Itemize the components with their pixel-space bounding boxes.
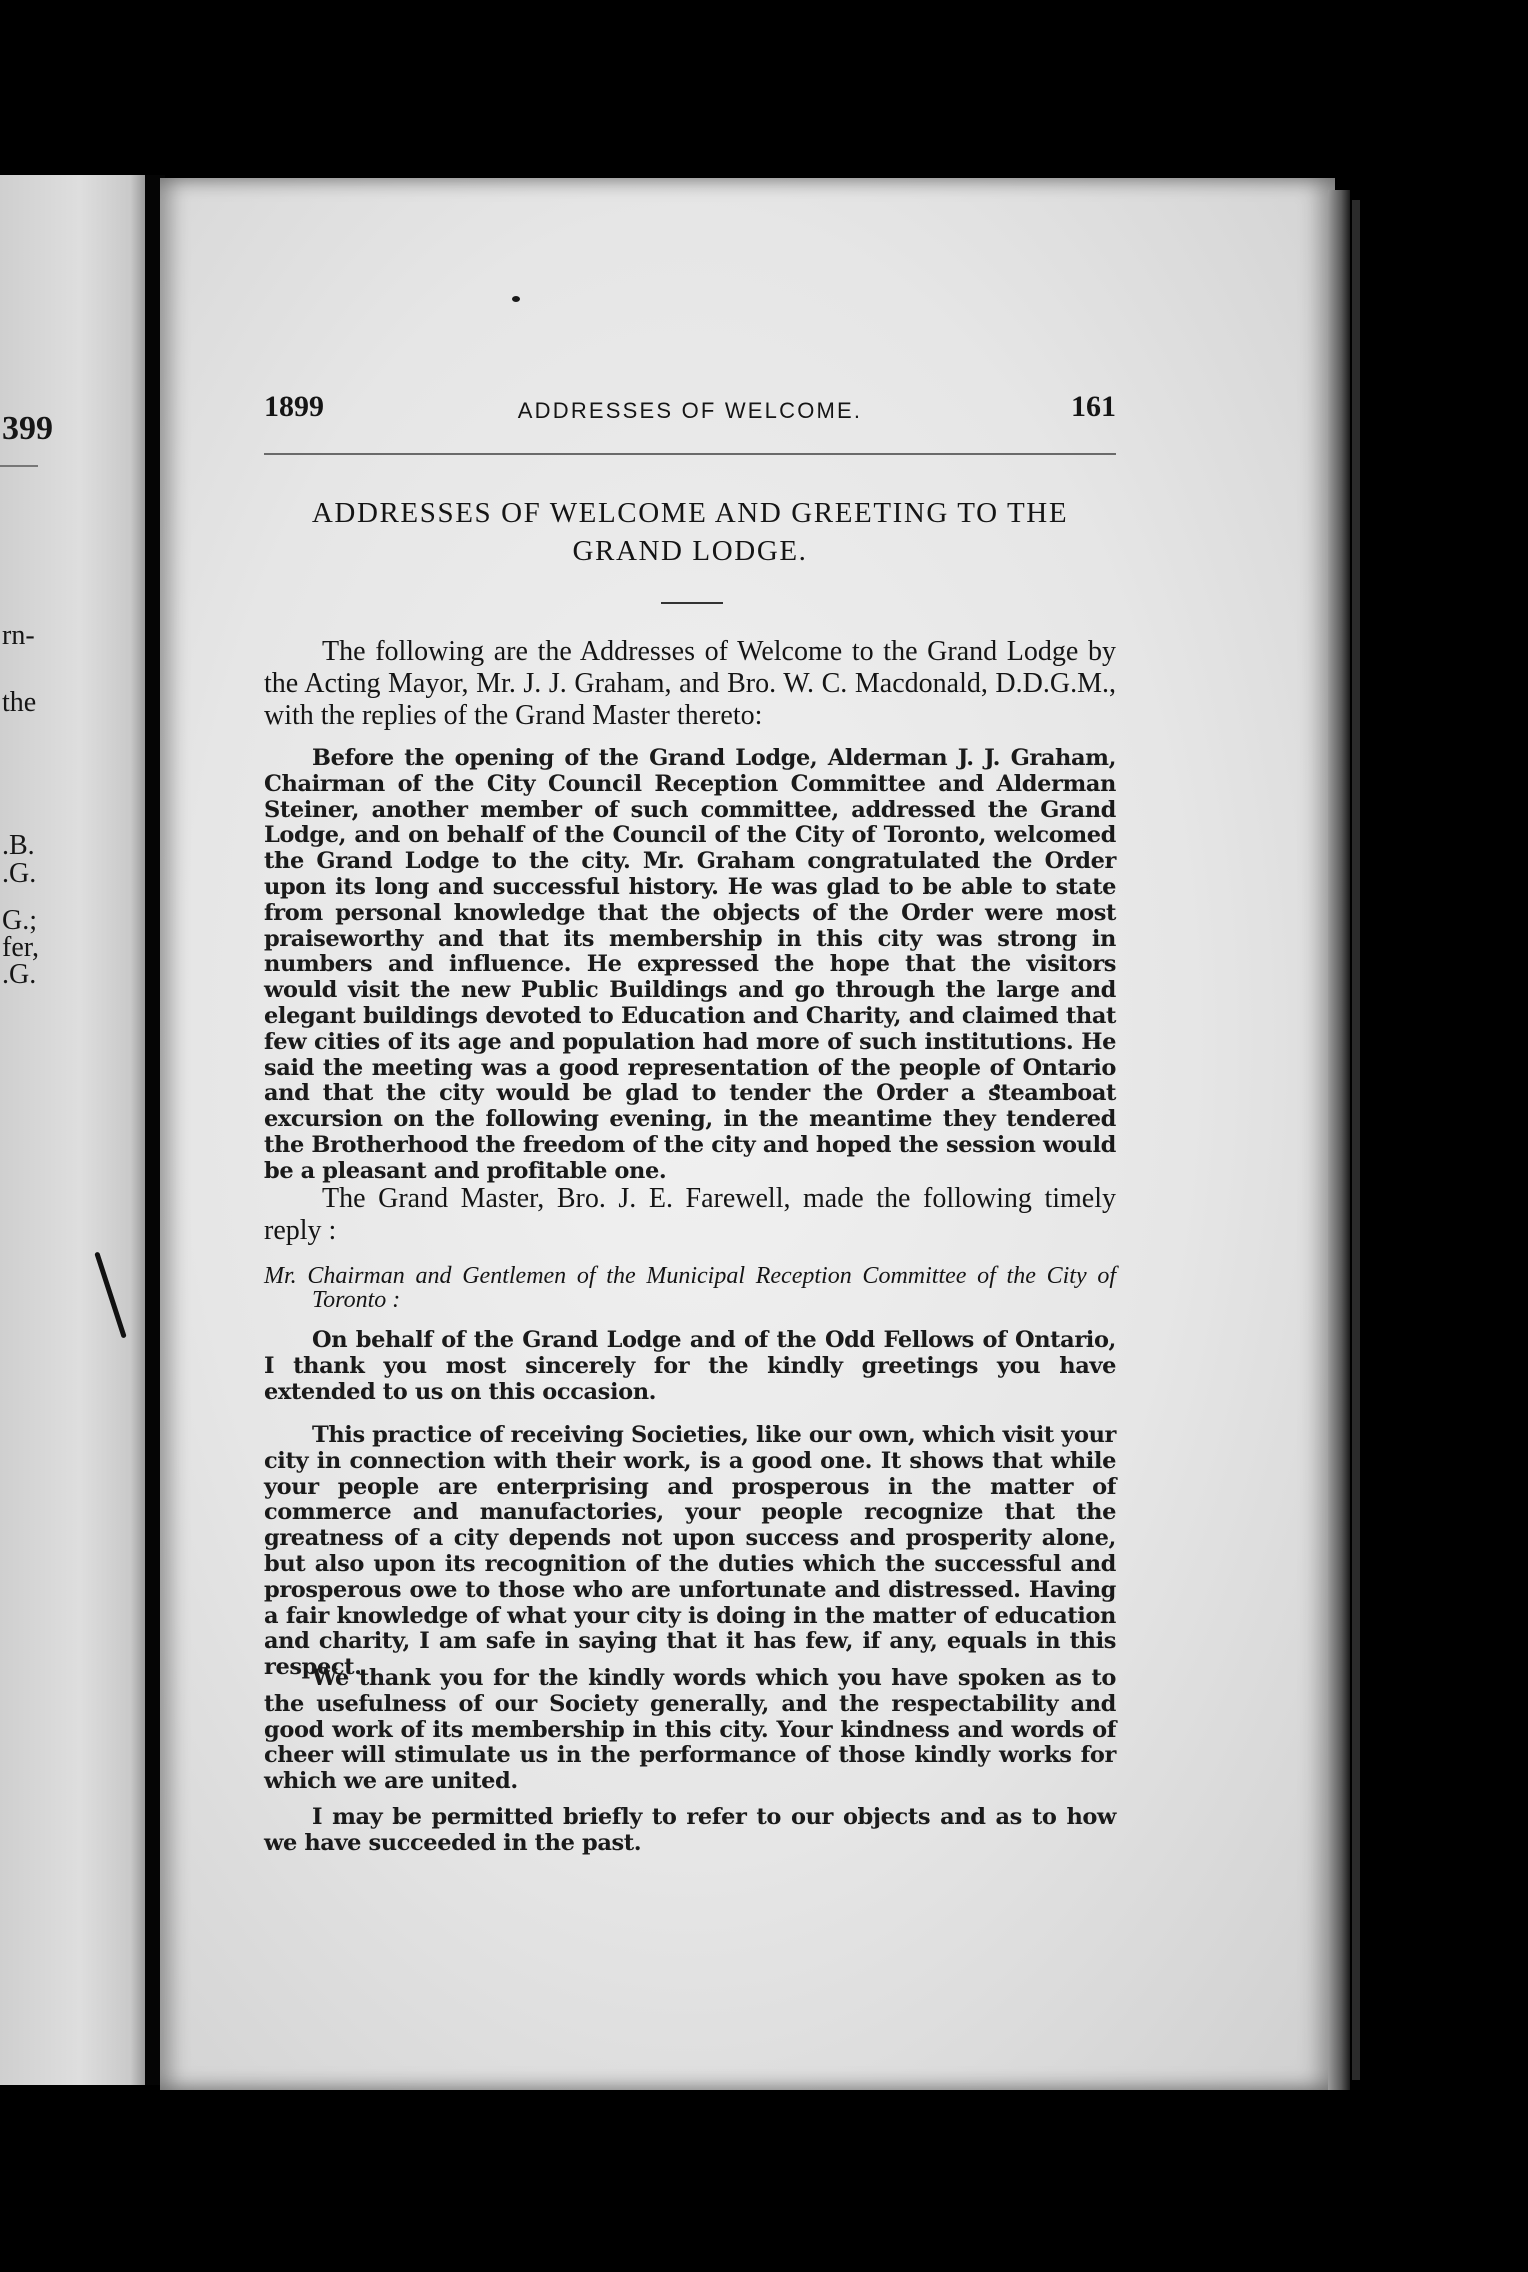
previous-page-number: 399 — [2, 410, 53, 447]
title-line-1: ADDRESSES OF WELCOME AND GREETING TO THE — [311, 497, 1069, 529]
page-stack-edge — [1328, 190, 1350, 2090]
page-title — [264, 494, 1116, 570]
reply-paragraph-4: I may be permitted briefly to refer to our objects and as to how we have succeeded in the past. — [264, 1804, 1116, 1856]
salutation: Mr. Chairman and Gentlemen of the Municipal Reception Committee of the City of Toronto : — [264, 1263, 1116, 1313]
header-rule — [264, 453, 1116, 455]
reply-paragraph-3: We thank you for the kindly words which you have spoken as to the usefulness of our Society generally, and the respectability and good work of its membership in this city. Your kindness and words of cheer will stimulate us in the performance of those kindly works for which we are united. — [264, 1665, 1116, 1795]
book-page — [160, 178, 1335, 2090]
running-head — [264, 390, 1116, 430]
ink-speck — [512, 296, 520, 302]
page-stack-shadow — [1352, 200, 1360, 2080]
previous-page-fragment: .G. — [2, 959, 37, 990]
previous-page-fragment: .B. — [2, 830, 35, 861]
title-rule — [661, 602, 723, 604]
reply-paragraph-1: On behalf of the Grand Lodge and of the Odd Fellows of Ontario, I thank you most sincerely for the kindly greetings you have extended to us on this occasion. — [264, 1327, 1116, 1405]
welcome-paragraph: Before the opening of the Grand Lodge, Alderman J. J. Graham, Chairman of the City Council Reception Committee and Alderman Steiner, another member of such committee, addressed the Grand Lodge, and on behalf of the Council of the City of Toronto, welcomed the Grand Lodge to the city. Mr. Graham congratulated the Order upon its long and successful history. He was glad to be able to state from personal knowledge that the objects of the Order were most praiseworthy and that its membership in this city was strong in numbers and influence. He expressed the hope that the visitors would visit the new Public Buildings and go through the large and elegant buildings devoted to Education and Charity, and claimed that few cities of its age and population had more of such institutions. He said the meeting was a good representation of the people of Ontario and that the city would be glad to tender the Order a steamboat excursion on the following evening, in the meantime they tendered the Brotherhood the freedom of the city and hoped the session would be a pleasant and profitable one. — [264, 745, 1116, 1184]
previous-page-fragment: fer, — [2, 932, 39, 963]
previous-page-rule — [0, 465, 38, 467]
reply-paragraph-2: This practice of receiving Societies, like our own, which visit your city in connection with their work, is a good one. It shows that while your people are enterprising and prosperous in the matter of commerce and manufactories, your people recognize that the greatness of a city depends not upon success and prosperity alone, but also upon its recognition of the duties which the successful and prosperous owe to those who are unfortunate and distressed. Having a fair knowledge of what your city is doing in the matter of education and charity, I am safe in saying that it has few, if any, equals in this respect. — [264, 1422, 1116, 1681]
intro-paragraph: The following are the Addresses of Welcome to the Grand Lodge by the Acting Mayor, Mr. J. J. Graham, and Bro. W. C. Macdonald, D.D.G.M., with the replies of the Grand Master thereto: — [264, 636, 1116, 731]
running-head-section: ADDRESSES OF WELCOME. — [517, 398, 863, 423]
ink-mark — [94, 1251, 127, 1338]
previous-page-fragment: rn- — [2, 620, 35, 651]
title-line-2: GRAND LODGE. — [572, 535, 808, 567]
running-head-year: 1899 — [264, 390, 324, 423]
page-number: 161 — [1071, 390, 1116, 423]
previous-page-edge — [0, 175, 145, 2085]
previous-page-fragment: G.; — [2, 905, 37, 936]
previous-page-fragment: the — [2, 687, 37, 718]
reply-intro-paragraph: The Grand Master, Bro. J. E. Farewell, made the following timely reply : — [264, 1183, 1116, 1246]
previous-page-fragment: .G. — [2, 858, 37, 889]
